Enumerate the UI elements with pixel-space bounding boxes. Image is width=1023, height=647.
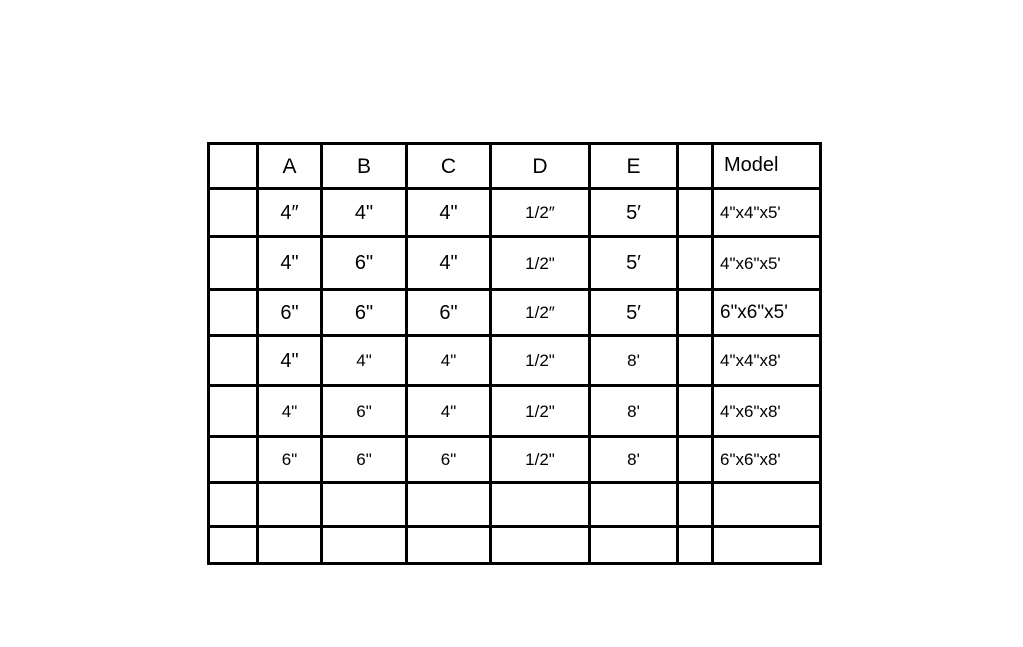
table-cell: 6" <box>322 237 407 290</box>
table-row <box>209 386 821 437</box>
table-cell <box>258 483 322 527</box>
table-cell: 6" <box>407 290 491 336</box>
table-row <box>209 290 821 336</box>
table-cell: 5′ <box>590 290 678 336</box>
table-cell <box>209 437 258 483</box>
table-row <box>209 437 821 483</box>
model-cell: 6"x6"x8' <box>713 437 821 483</box>
header-row <box>209 144 821 189</box>
table-cell: 4" <box>322 336 407 386</box>
table-cell: 4" <box>258 237 322 290</box>
table-cell: 6" <box>407 437 491 483</box>
table-cell <box>678 290 713 336</box>
dimensions-table <box>207 142 822 565</box>
table-cell: 6" <box>322 386 407 437</box>
model-cell: 4"x6"x5' <box>713 237 821 290</box>
model-cell <box>713 483 821 527</box>
table-row <box>209 527 821 564</box>
header-cell-a: A <box>258 144 322 189</box>
table-cell <box>209 237 258 290</box>
table-row <box>209 336 821 386</box>
table-cell <box>678 237 713 290</box>
table-cell: 4" <box>407 386 491 437</box>
header-cell-d: D <box>491 144 590 189</box>
table-cell <box>322 483 407 527</box>
table-cell: 8' <box>590 437 678 483</box>
table-cell <box>209 386 258 437</box>
table-cell: 6" <box>322 437 407 483</box>
model-cell: 4"x6"x8' <box>713 386 821 437</box>
table-cell: 4" <box>407 237 491 290</box>
table-cell: 5′ <box>590 237 678 290</box>
table-row <box>209 237 821 290</box>
table-cell <box>678 483 713 527</box>
table-cell <box>678 527 713 564</box>
model-cell: 4"x4"x8' <box>713 336 821 386</box>
table-cell <box>209 290 258 336</box>
table-cell <box>491 483 590 527</box>
header-cell-model: Model <box>713 144 821 189</box>
model-cell: 4"x4"x5' <box>713 189 821 237</box>
table-cell <box>209 336 258 386</box>
table-cell <box>590 483 678 527</box>
table-cell: 4" <box>407 189 491 237</box>
table-cell <box>209 483 258 527</box>
table-cell <box>209 527 258 564</box>
table-cell <box>678 437 713 483</box>
table-cell: 1/2" <box>491 437 590 483</box>
table-cell <box>491 527 590 564</box>
table-cell <box>678 336 713 386</box>
table-cell: 6" <box>322 290 407 336</box>
table-cell: 4" <box>258 386 322 437</box>
model-cell <box>713 527 821 564</box>
table-cell <box>407 483 491 527</box>
table-cell: 1/2″ <box>491 189 590 237</box>
table-cell: 1/2″ <box>491 290 590 336</box>
model-cell: 6"x6"x5' <box>713 290 821 336</box>
table-cell: 4" <box>407 336 491 386</box>
table-cell: 1/2" <box>491 237 590 290</box>
table-cell: 6" <box>258 437 322 483</box>
table-cell <box>209 189 258 237</box>
table-cell: 1/2" <box>491 386 590 437</box>
table-cell: 1/2" <box>491 336 590 386</box>
table-cell <box>590 527 678 564</box>
table-cell: 4" <box>258 336 322 386</box>
table-row <box>209 189 821 237</box>
header-cell-e: E <box>590 144 678 189</box>
header-cell-b: B <box>322 144 407 189</box>
table-cell: 8' <box>590 336 678 386</box>
table-cell <box>258 527 322 564</box>
table-cell: 5′ <box>590 189 678 237</box>
table-cell <box>678 189 713 237</box>
table-cell: 4″ <box>258 189 322 237</box>
header-cell-blank <box>209 144 258 189</box>
table-row <box>209 483 821 527</box>
header-cell-c: C <box>407 144 491 189</box>
table-cell <box>322 527 407 564</box>
table-cell: 6" <box>258 290 322 336</box>
header-cell-spacer <box>678 144 713 189</box>
table-cell <box>678 386 713 437</box>
table-cell: 4" <box>322 189 407 237</box>
table-cell <box>407 527 491 564</box>
table-cell: 8' <box>590 386 678 437</box>
